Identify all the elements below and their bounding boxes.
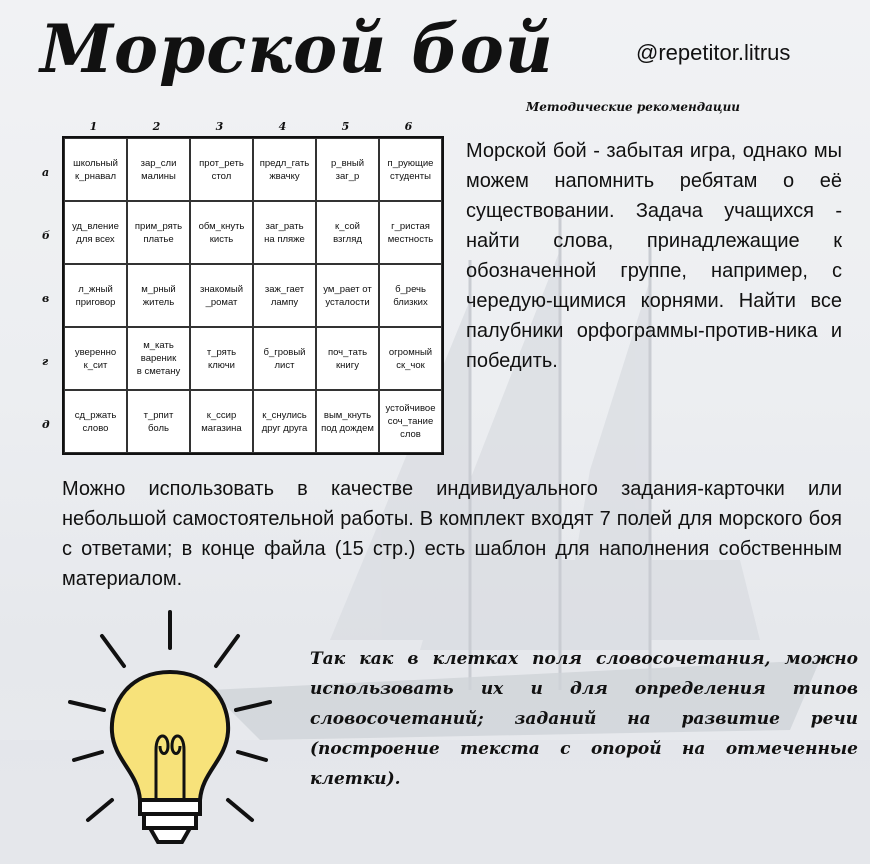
- usage-text: Можно использовать в качестве индивидуального задания-карточки или небольшой самостоятельной работы. В комплект входят 7 полей для морского боя с ответами; в конце файла (15 стр.) есть шаблон для наполнения собственным материалом.: [62, 478, 842, 590]
- grid-cell: уд_вление для всех: [64, 201, 127, 264]
- lightbulb-icon: [60, 610, 280, 854]
- grid-cell: к_ссир магазина: [190, 390, 253, 453]
- row-label: д: [42, 418, 50, 431]
- grid-cell: уверенно к_сит: [64, 327, 127, 390]
- grid-cell: прот_реть стол: [190, 138, 253, 201]
- subtitle: Методические рекомендации: [526, 100, 741, 114]
- column-label: 6: [404, 120, 413, 133]
- grid-cell: устойчивое соч_тание слов: [379, 390, 442, 453]
- row-label: б: [42, 229, 50, 242]
- row-label: а: [42, 166, 50, 179]
- grid-cell: т_рпит боль: [127, 390, 190, 453]
- grid-cell: т_рять ключи: [190, 327, 253, 390]
- column-label: 2: [152, 120, 161, 133]
- grid-cell: предл_гать жвачку: [253, 138, 316, 201]
- grid-cell: вым_кнуть под дождем: [316, 390, 379, 453]
- column-label: 5: [341, 120, 350, 133]
- row-label: в: [42, 292, 50, 305]
- grid-cell: ум_рает от усталости: [316, 264, 379, 327]
- row-label: г: [42, 355, 49, 368]
- column-label: 4: [278, 120, 287, 133]
- grid-cell: знакомый _ромат: [190, 264, 253, 327]
- grid-cell: л_жный приговор: [64, 264, 127, 327]
- grid-cell: поч_тать книгу: [316, 327, 379, 390]
- row-labels: [42, 141, 50, 456]
- grid-board: [62, 136, 444, 455]
- description-text: Морской бой - забытая игра, однако мы можем напомнить ребятам о её существовании. Задача учащихся - найти слова, принадлежащие к обозначенной группе, например, с чередую-щимися корнями. Найти все палубники орфограммы-против-ника и победить.: [466, 140, 842, 372]
- grid-cell: б_речь близких: [379, 264, 442, 327]
- author-handle: @repetitor.litrus: [636, 40, 791, 65]
- grid-cell: б_гровый лист: [253, 327, 316, 390]
- grid-cell: прим_рять платье: [127, 201, 190, 264]
- tip-note: Так как в клетках поля словосочетания, можно использовать их и для определения типов словосочетаний; заданий на развитие речи (построение текста с опорой на отмеченные клетки).: [310, 649, 858, 789]
- grid-cell: м_кать вареник в сметану: [127, 327, 190, 390]
- grid-cell: заж_гает лампу: [253, 264, 316, 327]
- column-label: 3: [215, 120, 224, 133]
- grid-cell: школьный к_рнавал: [64, 138, 127, 201]
- grid-cell: зар_сли малины: [127, 138, 190, 201]
- grid-cell: сд_ржать слово: [64, 390, 127, 453]
- grid-cell: огромный ск_чок: [379, 327, 442, 390]
- grid-cell: г_ристая местность: [379, 201, 442, 264]
- grid-cell: п_рующие студенты: [379, 138, 442, 201]
- grid-cell: к_снулись друг друга: [253, 390, 316, 453]
- grid-cell: к_сой взгляд: [316, 201, 379, 264]
- column-label: 1: [89, 120, 98, 133]
- grid-cell: м_рный житель: [127, 264, 190, 327]
- grid-cell: р_вный заг_р: [316, 138, 379, 201]
- column-labels: [62, 120, 440, 133]
- page-title: Морской бой: [40, 10, 554, 88]
- grid-cell: заг_рать на пляже: [253, 201, 316, 264]
- grid-cell: обм_кнуть кисть: [190, 201, 253, 264]
